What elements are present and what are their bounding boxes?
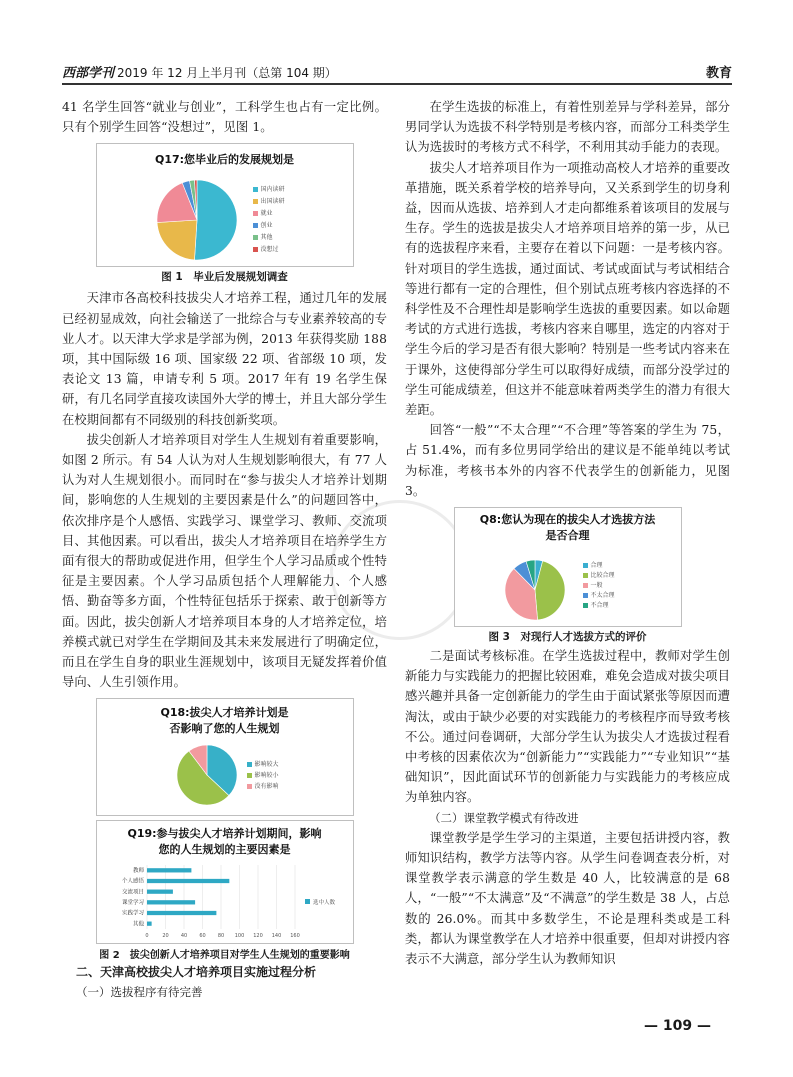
- paragraph: 拔尖人才培养项目作为一项推动高校人才培养的重要改革措施，既关系着学校的培养导向，又关系到学生的切身利益，因而从选拔、培养到人才走向都维系着该项目的发展与生存。学生的选拔是拔尖人才培养项目培养的第一步，从已有的选拔程序来看，主要存在着以下问题：一是考核内容。针对项目的学生选拔，通过面试、考试或面试与考试相结合等进行都有一定的合理性，但个别试点班考核内容选择的不科学性及不合理性却是影响学生选拔的重要因素。如以命题考试的方式进行选拔，考核内容来自哪里，选定的内容对于学生今后的学习是否有很大影响？特别是一些考试内容来在于课外，这使得部分学生可以取得好成绩，而部分没学过的学生可能成绩差，但这并不能意味着两类学生的潜力有很大差距。: [405, 160, 730, 418]
- section-label: 教育: [705, 66, 732, 81]
- legend-swatch: [253, 235, 258, 240]
- issue-info: 2019 年 12 月上半月刊（总第 104 期）: [117, 66, 337, 80]
- legend-label: 不太合理: [590, 592, 615, 600]
- paragraph: 课堂教学是学生学习的主渠道，主要包括讲授内容，教师知识结构，教学方法等内容。从学生问卷调查表分析，对课堂教学表示满意的学生数是 40 人，比较满意的是 68 人，“一般”“不太满意”及“不满意”的学生数是 38 人，占总数的 26.0%。而其中多数学生，不论是理科类或是工科类，都认为课堂教学在人才培养中很重要，但却对讲授内容表示不大满意，部分学生认为教师知识: [405, 830, 730, 966]
- legend-item: [247, 759, 279, 768]
- legend-label: 比较合理: [590, 572, 615, 580]
- subsection-heading: （二）课堂教学模式有待改进: [429, 810, 579, 825]
- pie-chart: [97, 144, 355, 268]
- legend-label: 一般: [590, 582, 603, 590]
- header-rule: [62, 83, 732, 85]
- subsection-heading: （一）选拔程序有待完善: [76, 985, 203, 1000]
- bar-课堂学习: [147, 901, 195, 905]
- paragraph: 拔尖创新人才培养项目对学生人生规划有着重要影响，如图 2 所示。有 54 人认为对人生规划影响很大，有 77 人认为对人生规划很小。而同时在“参与拔尖人才培养计划期间，影响您的人生规划的主要因素是什么”的问题回答中，依次排序是个人感悟、实践学习、课堂学习、教师、交流项目、其他因素。可以看出，拔尖人才培养项目在培养学生方面有很大的帮助或促进作用，但学生个人学习品质或个性特征是主要因素。个人学习品质包括个人理解能力、个人感悟、勤奋等多方面，个性特征包括乐于探索、敢于创新等方面。因此，拔尖创新人才培养项目本身的人才培养定位，培养模式就已对学生在学期间及其未来发展进行了明确定位，而且在学生自身的职业生涯规划中，该项目无疑发挥着价值导向、人生引领作用。: [62, 432, 387, 690]
- legend-item: [583, 570, 615, 579]
- paragraph: 天津市各高校科技拔尖人才培养工程，通过几年的发展已经初显成效，向社会输送了一批综合与专业素养较高的专业人才。以天津大学求是学部为例，2013 年获得奖励 188 项，其中国际级 16 项、国家级 22 项、省部级 10 项，发表论文 13 篇，申请专利 5 项。2017 年有 19 名学生保研，有几名同学直接攻读国外大学的博士，并且大部分学生在校期间都有不同级别的科技创新奖项。: [62, 291, 387, 427]
- journal-name: 西部学刊: [62, 66, 115, 81]
- x-tick-label: 140: [271, 933, 281, 940]
- legend-label: 影响较大: [254, 761, 279, 769]
- legend-swatch: [253, 247, 258, 252]
- figure-2a-chart: [96, 698, 354, 816]
- page-number: — 109 —: [644, 1018, 711, 1034]
- pie-chart: [97, 699, 355, 817]
- legend-label: 创业: [260, 222, 273, 230]
- legend-item: [253, 220, 273, 229]
- x-tick-label: 160: [289, 933, 300, 940]
- figure-3-chart: [454, 507, 682, 627]
- legend-item: [583, 580, 603, 589]
- pie-slice-出国读研: [157, 220, 197, 260]
- y-category-label: 个人感悟: [121, 879, 144, 886]
- bar-其他: [147, 922, 152, 926]
- x-tick-label: 40: [180, 933, 187, 940]
- bar-教师: [147, 869, 191, 873]
- y-category-label: 课堂学习: [121, 900, 144, 907]
- legend-item: [583, 600, 609, 609]
- chart-title: Q17:您毕业后的发展规划是: [154, 153, 295, 167]
- pie-slice-国内读研: [194, 180, 237, 260]
- legend-item: [253, 184, 285, 193]
- x-tick-label: 120: [252, 933, 263, 940]
- figure-1-chart: [96, 143, 354, 267]
- figure-2b-chart: [96, 820, 354, 944]
- legend-label: 选中人数: [312, 900, 335, 907]
- legend-swatch: [247, 762, 252, 767]
- bar-实践学习: [147, 911, 216, 915]
- legend-item: [583, 560, 603, 569]
- legend-label: 不合理: [590, 602, 609, 610]
- legend-swatch: [253, 211, 258, 216]
- legend-swatch: [247, 784, 252, 789]
- paragraph: 41 名学生回答“就业与创业”，工科学生也占有一定比例。只有个别学生回答“没想过”，见图 1。: [62, 100, 387, 135]
- x-tick-label: 60: [198, 933, 206, 940]
- x-tick-label: 100: [234, 933, 244, 940]
- legend-label: 没有影响: [254, 783, 279, 791]
- figure-caption: 图 2 拔尖创新人才培养项目对学生人生规划的重要影响: [99, 950, 350, 962]
- legend-swatch: [247, 773, 252, 778]
- legend-swatch: [583, 573, 588, 578]
- legend-label: 影响较小: [254, 772, 279, 780]
- chart-title: Q18:拔尖人才培养计划是否影响了您的人生规划: [160, 706, 289, 736]
- paragraph: 回答“一般”“不太合理”“不合理”等答案的学生为 75，占 51.4%，而有多位男同学给出的建议是不能单纯以考试为标准，考核书本外的内容不代表学生的创新能力，见图 3。: [405, 423, 730, 498]
- legend-swatch: [305, 899, 310, 904]
- bar-个人感悟: [147, 879, 229, 883]
- legend-swatch: [253, 223, 258, 228]
- legend-swatch: [253, 199, 258, 204]
- legend-item: [583, 590, 615, 599]
- figure-caption: 图 1 毕业后发展规划调查: [161, 271, 288, 284]
- legend-swatch: [583, 603, 588, 608]
- legend-item: [253, 244, 279, 253]
- y-category-label: 其他: [132, 921, 144, 928]
- legend-item: [253, 196, 285, 205]
- legend-swatch: [583, 563, 588, 568]
- chart-title: Q8:您认为现在的拔尖人才选拔方法是否合理: [479, 513, 656, 543]
- bar-chart: [97, 821, 355, 945]
- chart-title: Q19:参与拔尖人才培养计划期间，影响您的人生规划的主要因素是: [127, 827, 322, 857]
- legend-item: [247, 781, 279, 790]
- legend-label: 国内读研: [260, 186, 285, 194]
- legend-label: 出国读研: [260, 198, 285, 206]
- legend-item: [253, 232, 273, 241]
- y-category-label: 交流项目: [121, 889, 144, 896]
- legend-label: 合理: [590, 562, 603, 570]
- y-category-label: 实践学习: [121, 911, 144, 918]
- y-category-label: 教师: [132, 868, 144, 875]
- paragraph: 二是面试考核标准。在学生选拔过程中，教师对学生创新能力与实践能力的把握比较困难，难免会造成对拔尖项目感兴趣并具备一定创新能力的学生由于面试紧张等原因而遭淘汰，或由于缺少必要的对实践能力的考核程序而导致考核不公。通过问卷调研，大部分学生认为拔尖人才选拔过程看中考核的因素依次为“创新能力”“实践能力”“专业知识”“基础知识”，因此面试环节的创新能力与实践能力的考核应成为单独内容。: [405, 649, 730, 805]
- legend-swatch: [583, 593, 588, 598]
- legend-label: 其他: [260, 234, 273, 242]
- running-header: [62, 62, 732, 82]
- figure-caption: 图 3 对现行人才选拔方式的评价: [488, 631, 647, 644]
- pie-chart: [455, 508, 683, 628]
- legend-label: 就业: [260, 210, 273, 218]
- left-column: [62, 97, 387, 1000]
- section-heading: 二、天津高校拔尖人才培养项目实施过程分析: [76, 965, 317, 980]
- legend-item: [253, 208, 273, 217]
- x-tick-label: 80: [217, 933, 224, 940]
- x-tick-label: 0: [144, 933, 149, 940]
- legend-swatch: [253, 187, 258, 192]
- right-column: [405, 97, 730, 969]
- legend-item: [247, 770, 279, 779]
- x-tick-label: 20: [161, 933, 169, 940]
- legend-label: 没想过: [260, 246, 279, 254]
- bar-交流项目: [147, 890, 173, 894]
- legend-swatch: [583, 583, 588, 588]
- paragraph: 在学生选拔的标准上，有着性别差异与学科差异，部分男同学认为选拔不科学特别是考核内容，而部分工科类学生认为选拔时的考核方式不科学，不利用其动手能力的表现。: [405, 100, 730, 155]
